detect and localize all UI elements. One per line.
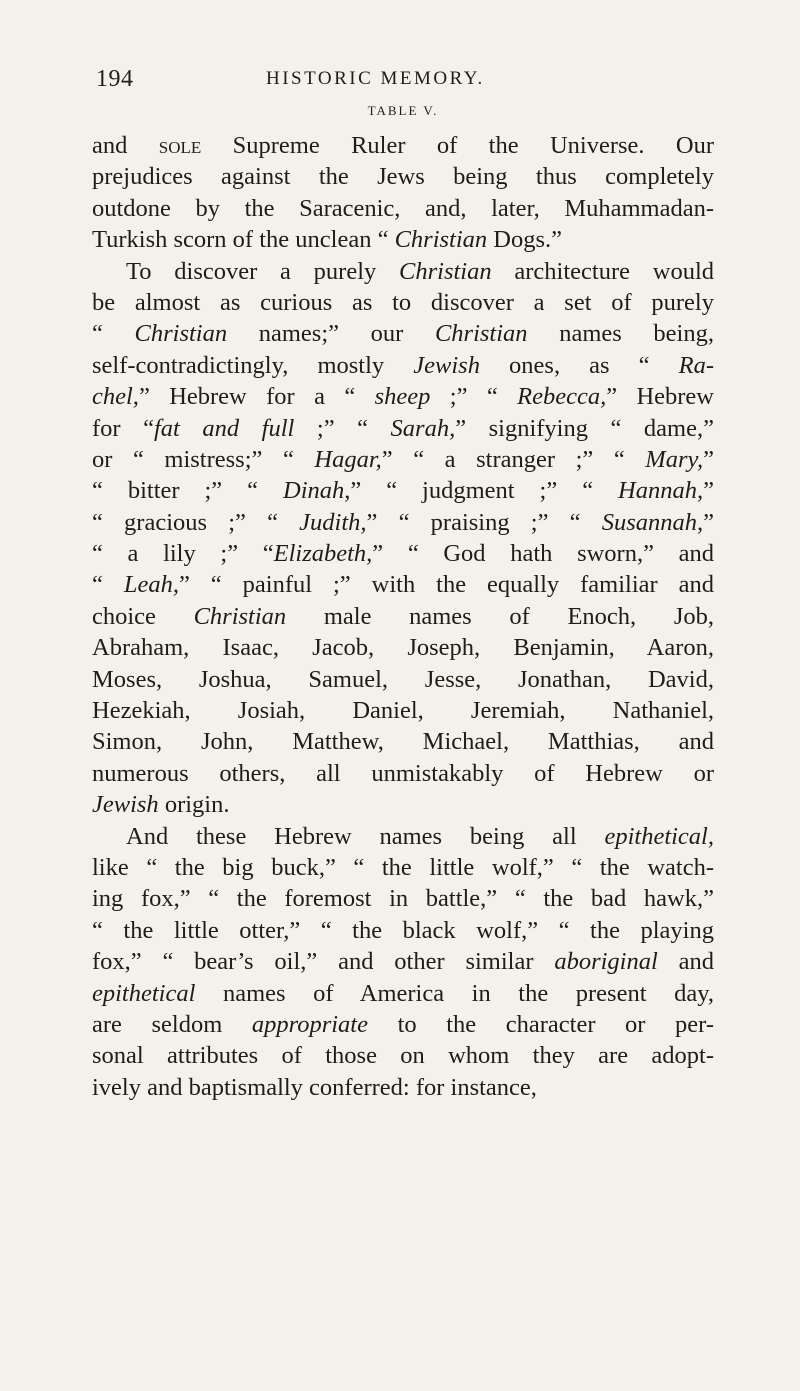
text-line xyxy=(92,287,714,318)
text-line xyxy=(92,946,714,977)
text-line xyxy=(92,569,714,600)
text-run: ” xyxy=(703,477,714,505)
text-run: are seldom xyxy=(92,1010,252,1038)
italic-text: Ra- xyxy=(678,351,714,379)
text-line xyxy=(92,130,714,161)
text-run: ing fox,” “ the foremost in battle,” “ the bad hawk,” xyxy=(92,885,714,913)
page-number: 194 xyxy=(96,66,134,92)
text-run: architecture would xyxy=(491,257,715,285)
text-line xyxy=(92,789,714,820)
text-line xyxy=(92,821,714,852)
text-line xyxy=(92,161,714,192)
text-run: “ xyxy=(92,320,135,348)
italic-text: Rebecca, xyxy=(517,383,607,411)
italic-text: fat and full xyxy=(153,414,295,442)
italic-text: Christian xyxy=(134,320,228,348)
text-run: names being, xyxy=(527,320,714,348)
body-text xyxy=(92,130,714,1103)
text-run: ” Hebrew for a “ xyxy=(138,383,375,411)
text-run: be almost as curious as to discover a set of purely xyxy=(92,288,714,316)
italic-text: Elizabeth, xyxy=(273,540,373,568)
text-line xyxy=(92,224,714,255)
italic-text: Jewish xyxy=(413,351,480,379)
text-run: to the character or per- xyxy=(368,1010,714,1038)
text-run: “ bitter ;” “ xyxy=(92,477,283,505)
text-line xyxy=(92,632,714,663)
italic-text: Sarah, xyxy=(390,414,456,442)
text-line xyxy=(92,475,714,506)
text-run: “ a lily ;” “ xyxy=(92,540,274,568)
italic-text: Christian xyxy=(434,320,528,348)
italic-text: Christian xyxy=(394,226,488,254)
text-line xyxy=(92,978,714,1009)
text-run: self-contradictingly, mostly xyxy=(92,351,414,379)
italic-text: Jewish xyxy=(92,791,159,819)
italic-text: Leah, xyxy=(123,571,179,599)
text-run: ” Hebrew xyxy=(606,383,715,411)
italic-text: Hannah, xyxy=(618,477,704,505)
text-run: Supreme Ruler of the Universe. Our xyxy=(201,132,715,159)
italic-text: appropriate xyxy=(251,1010,368,1038)
italic-text: sheep xyxy=(374,383,431,411)
text-line xyxy=(92,381,714,412)
small-caps-text: sole xyxy=(158,132,202,159)
text-run: ” signifying “ dame,” xyxy=(455,414,714,442)
text-run: or “ mistress;” “ xyxy=(92,445,315,473)
text-run: “ xyxy=(92,571,124,599)
text-run: Abraham, Isaac, Jacob, Joseph, Benjamin, Aaron, xyxy=(92,634,714,662)
italic-text: Hagar, xyxy=(314,445,382,473)
page-header xyxy=(96,66,736,98)
text-line xyxy=(92,1072,714,1103)
text-line xyxy=(92,256,714,287)
text-run: and xyxy=(92,132,159,159)
text-run: Dogs.” xyxy=(487,226,563,254)
italic-text: epithetical, xyxy=(604,822,714,850)
text-line xyxy=(92,664,714,695)
text-run: “ the little otter,” “ the black wolf,” “ the playing xyxy=(92,916,714,944)
text-run: names of America in the present day, xyxy=(195,979,714,1007)
text-run: ” “ praising ;” “ xyxy=(366,508,602,536)
italic-text: aboriginal xyxy=(554,948,658,976)
italic-text: Mary, xyxy=(645,445,704,473)
text-run: ones, as “ xyxy=(479,351,679,379)
text-run: To discover a purely xyxy=(126,257,400,285)
italic-text: Christian xyxy=(399,257,492,285)
text-run: Simon, John, Matthew, Michael, Matthias, and xyxy=(92,728,714,756)
running-title: HISTORIC MEMORY. xyxy=(266,68,485,89)
text-line xyxy=(92,915,714,946)
text-line xyxy=(92,444,714,475)
text-line xyxy=(92,413,714,444)
italic-text: Dinah, xyxy=(283,477,351,505)
text-run: ively and baptismally conferred: for instance, xyxy=(92,1073,537,1101)
italic-text: epithetical xyxy=(92,979,196,1007)
text-run: for “ xyxy=(92,414,154,442)
text-run: And these Hebrew names being all xyxy=(126,822,605,850)
italic-text: chel, xyxy=(92,383,139,411)
table-label: TABLE V. xyxy=(367,103,439,118)
text-line xyxy=(92,350,714,381)
text-line xyxy=(92,1040,714,1071)
text-run: sonal attributes of those on whom they are adopt- xyxy=(92,1042,714,1070)
text-run: like “ the big buck,” “ the little wolf,” “ the watch- xyxy=(92,853,714,881)
text-run: names;” our xyxy=(227,320,435,348)
text-run: Moses, Joshua, Samuel, Jesse, Jonathan, David, xyxy=(92,665,714,693)
text-line xyxy=(92,883,714,914)
text-run: outdone by the Saracenic, and, later, Muhammadan- xyxy=(92,194,714,222)
text-run: Turkish scorn of the unclean “ xyxy=(92,226,395,254)
italic-text: Christian xyxy=(193,602,287,630)
italic-text: Susannah, xyxy=(601,508,704,536)
text-run: prejudices against the Jews being thus completely xyxy=(92,163,714,191)
text-line xyxy=(92,758,714,789)
text-line xyxy=(92,726,714,757)
text-line xyxy=(92,852,714,883)
text-run: Hezekiah, Josiah, Daniel, Jeremiah, Nathaniel, xyxy=(92,697,714,725)
text-run: male names of Enoch, Job, xyxy=(286,602,714,630)
text-line xyxy=(92,601,714,632)
text-line xyxy=(92,507,714,538)
text-run: choice xyxy=(92,602,194,630)
text-run: ” “ painful ;” with the equally familiar and xyxy=(178,571,714,599)
text-run: fox,” “ bear’s oil,” and other similar xyxy=(92,948,555,976)
text-run: numerous others, all unmistakably of Hebrew or xyxy=(92,759,714,787)
text-run: “ gracious ;” “ xyxy=(92,508,300,536)
text-line xyxy=(92,538,714,569)
italic-text: Judith, xyxy=(299,508,367,536)
text-run: ” “ God hath sworn,” and xyxy=(372,540,714,568)
text-run: ;” “ xyxy=(294,414,391,442)
text-line xyxy=(92,318,714,349)
text-line xyxy=(92,1009,714,1040)
text-run: ” xyxy=(703,445,714,473)
text-line xyxy=(92,193,714,224)
text-run: ” “ judgment ;” “ xyxy=(350,477,619,505)
text-run: ” “ a stranger ;” “ xyxy=(381,445,646,473)
text-run: origin. xyxy=(158,791,230,819)
text-line xyxy=(92,695,714,726)
text-run: ” xyxy=(703,508,714,536)
text-run: and xyxy=(657,948,715,976)
text-run: ;” “ xyxy=(430,383,518,411)
